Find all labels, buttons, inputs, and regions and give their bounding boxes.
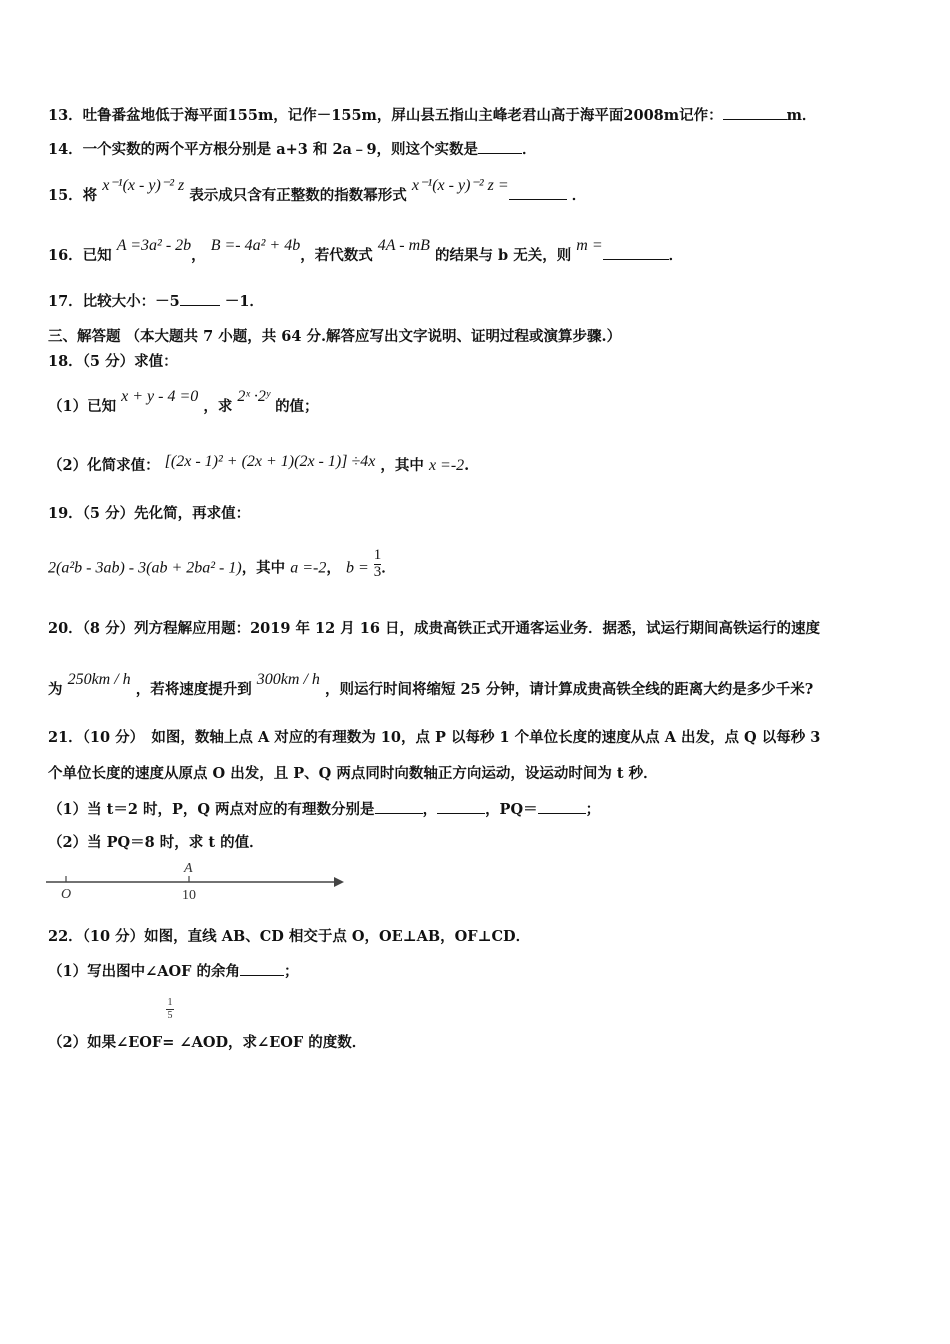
math-expression: [(2x - 1)² + (2x + 1)(2x - 1)] ÷4x bbox=[164, 453, 376, 470]
math-expression: x⁻¹(x - y)⁻² z bbox=[102, 177, 185, 194]
question-21-part-2: （2）当 PQ＝8 时，求 t 的值． bbox=[48, 834, 264, 851]
small-fraction: 1 5 bbox=[167, 997, 173, 1021]
math-expression: 2(a²b - 3ab) - 3(ab + 2ba² - 1) bbox=[48, 559, 242, 577]
answer-blank bbox=[240, 974, 284, 976]
question-21-line-2: 个单位长度的速度从原点 O 出发，且 P、Q 两点同时向数轴正方向运动，设运动时间为 t 秒． bbox=[48, 765, 658, 782]
question-14: 14．一个实数的两个平方根分别是 a+3 和 2a﹣9，则这个实数是 ． bbox=[48, 141, 537, 158]
math-expression: A =3a² - 2b bbox=[116, 237, 192, 254]
question-22-part-2: （2）如果∠EOF= ∠AOD，求∠EOF 的度数． bbox=[48, 1034, 367, 1051]
question-20-line-2: 为 250km / h ，若将速度提升到 300km / h ，则运行时间将缩短 25 分钟，请计算成贵高铁全线的距离大约是多少千米? bbox=[48, 671, 814, 698]
question-13: 13．吐鲁番盆地低于海平面155m，记作－155m，屏山县五指山主峰老君山高于海平面2008m记作： m． bbox=[48, 107, 817, 124]
question-21-part-1: （1）当 t＝2 时，P，Q 两点对应的有理数分别是 ， ，PQ＝ ； bbox=[48, 801, 601, 818]
math-expression: b = bbox=[345, 559, 369, 577]
question-17: 17．比较大小：－5 －1． bbox=[48, 293, 264, 310]
answer-blank bbox=[437, 812, 485, 814]
question-19-heading: 19．（5 分）先化简，再求值： bbox=[48, 505, 251, 522]
math-expression: 2ˣ ·2ʸ bbox=[237, 388, 270, 405]
number-line bbox=[46, 856, 346, 902]
number-line-figure bbox=[46, 856, 346, 902]
math-expression: 250km / h bbox=[67, 671, 131, 688]
question-22-heading: 22．（10 分）如图，直线 AB、CD 相交于点 O，OE⊥AB，OF⊥CD． bbox=[48, 928, 531, 945]
answer-blank bbox=[603, 258, 669, 260]
point-a-value: 10 bbox=[182, 888, 196, 902]
question-20-line-1: 20．（8 分）列方程解应用题：2019 年 12 月 16 日，成贵高铁正式开通客运业务．据悉，试运行期间高铁运行的速度 bbox=[48, 620, 821, 637]
question-18-part-2: （2）化简求值： [(2x - 1)² + (2x + 1)(2x - 1)] ÷4x ，其中 x =-2. bbox=[48, 453, 470, 474]
math-expression: x + y - 4 =0 bbox=[121, 388, 199, 405]
math-expression: 300km / h bbox=[256, 671, 320, 688]
math-expression: x =-2 bbox=[428, 457, 465, 474]
question-16: 16．已知 A =3a² - 2b， B =- 4a² + 4b，若代数式 4A - mB 的结果与 b 无关，则 m =． bbox=[48, 237, 684, 264]
axis-arrow-icon bbox=[334, 877, 344, 887]
section-heading: 三、解答题 （本大题共 7 小题，共 64 分.解答应写出文字说明、证明过程或演算步骤.） bbox=[48, 328, 622, 345]
fraction: $\frac{1}{3}$ bbox=[373, 547, 382, 580]
point-a-label: A bbox=[184, 861, 193, 876]
question-18-heading: 18．（5 分）求值： bbox=[48, 353, 178, 370]
question-18-part-1: （1）已知 x + y - 4 =0 ，求 2ˣ ·2ʸ 的值； bbox=[48, 388, 319, 415]
question-19-expression: 2(a²b - 3ab) - 3(ab + 2ba² - 1)，其中 a =-2， b = $\frac{1}{3}$ ． bbox=[48, 547, 396, 580]
math-expression: x⁻¹(x - y)⁻² z = bbox=[411, 177, 509, 194]
math-expression: 4A - mB bbox=[377, 237, 430, 254]
question-15: 15．将 x⁻¹(x - y)⁻² z 表示成只含有正整数的指数幂形式 x⁻¹(x - y)⁻² z = ． bbox=[48, 177, 587, 204]
answer-blank bbox=[375, 812, 423, 814]
math-expression: m = bbox=[576, 237, 603, 254]
answer-blank bbox=[180, 304, 220, 306]
question-21-line-1: 21．（10 分） 如图，数轴上点 A 对应的有理数为 10，点 P 以每秒 1 个单位长度的速度从点 A 出发，点 Q 以每秒 3 bbox=[48, 729, 821, 746]
math-expression: B =- 4a² + 4b bbox=[210, 237, 301, 254]
answer-blank bbox=[509, 198, 567, 200]
answer-blank bbox=[723, 118, 787, 120]
origin-label: O bbox=[61, 887, 72, 902]
answer-blank bbox=[538, 812, 586, 814]
question-22-part-1: （1）写出图中∠AOF 的余角 ； bbox=[48, 963, 299, 980]
answer-blank bbox=[478, 152, 522, 154]
math-expression: a =-2 bbox=[290, 559, 327, 577]
